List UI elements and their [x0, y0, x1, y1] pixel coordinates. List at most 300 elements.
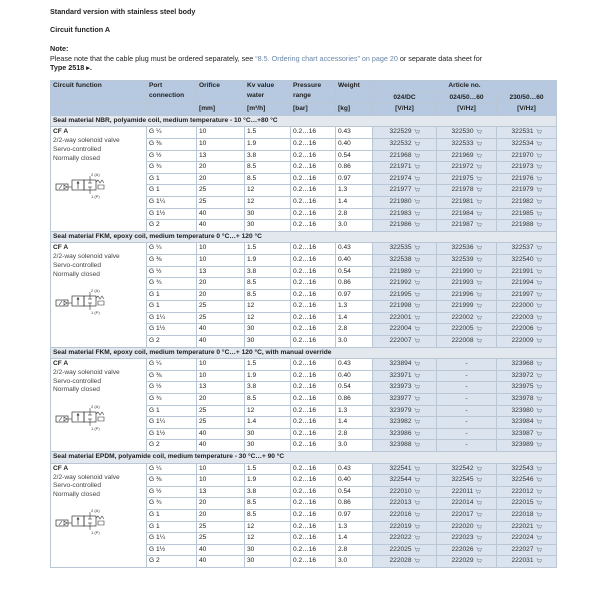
article-number[interactable]: 322535: [389, 244, 412, 252]
shopping-cart-icon[interactable]: [536, 257, 542, 262]
article-number-cell[interactable]: [437, 486, 497, 498]
shopping-cart-icon[interactable]: [414, 303, 420, 308]
article-number-cell[interactable]: [437, 301, 497, 313]
shopping-cart-icon[interactable]: [414, 373, 420, 378]
shopping-cart-icon[interactable]: [414, 280, 420, 285]
shopping-cart-icon[interactable]: [476, 199, 482, 204]
article-number[interactable]: 222025: [389, 545, 412, 553]
article-number-cell[interactable]: [497, 509, 557, 521]
article-number[interactable]: 322529: [389, 128, 412, 136]
article-number[interactable]: 221975: [451, 174, 474, 182]
shopping-cart-icon[interactable]: [476, 303, 482, 308]
article-number-cell[interactable]: [437, 544, 497, 556]
article-number[interactable]: 221988: [511, 221, 534, 229]
article-number[interactable]: 222015: [511, 499, 534, 507]
article-number[interactable]: 323979: [389, 406, 412, 414]
shopping-cart-icon[interactable]: [476, 535, 482, 540]
article-number[interactable]: 322538: [389, 255, 412, 263]
article-number-cell[interactable]: [497, 324, 557, 336]
shopping-cart-icon[interactable]: [414, 153, 420, 158]
article-number-cell[interactable]: [497, 533, 557, 545]
shopping-cart-icon[interactable]: [536, 442, 542, 447]
shopping-cart-icon[interactable]: [476, 176, 482, 181]
article-number[interactable]: 222012: [511, 487, 534, 495]
article-number-cell[interactable]: [373, 243, 437, 255]
article-number-cell[interactable]: [373, 370, 437, 382]
orifice-cell: 10: [197, 475, 245, 487]
article-number[interactable]: 222014: [451, 499, 474, 507]
shopping-cart-icon[interactable]: [414, 141, 420, 146]
article-number-cell[interactable]: [497, 138, 557, 150]
article-number-cell[interactable]: [497, 440, 557, 452]
article-number-cell[interactable]: [437, 243, 497, 255]
article-number-cell[interactable]: [373, 544, 437, 556]
article-number-cell[interactable]: [373, 417, 437, 429]
article-number[interactable]: 221999: [451, 302, 474, 310]
shopping-cart-icon[interactable]: [414, 547, 420, 552]
shopping-cart-icon[interactable]: [414, 442, 420, 447]
shopping-cart-icon[interactable]: [475, 489, 481, 494]
article-number-cell[interactable]: [497, 382, 557, 394]
shopping-cart-icon[interactable]: [536, 176, 542, 181]
article-number[interactable]: 221979: [511, 186, 534, 194]
article-number-cell[interactable]: [437, 556, 497, 568]
article-number[interactable]: 222031: [511, 557, 534, 565]
shopping-cart-icon[interactable]: [536, 489, 542, 494]
article-number[interactable]: 222021: [511, 522, 534, 530]
article-number-cell[interactable]: [497, 394, 557, 406]
article-number[interactable]: 322541: [389, 464, 412, 472]
article-number[interactable]: 221982: [511, 197, 534, 205]
article-number-cell[interactable]: [437, 196, 497, 208]
article-number[interactable]: 323972: [511, 371, 534, 379]
article-number[interactable]: 222020: [451, 522, 474, 530]
article-number-cell[interactable]: [497, 359, 557, 371]
article-number[interactable]: 221989: [389, 267, 412, 275]
article-number-cell[interactable]: [373, 475, 437, 487]
article-number[interactable]: 221986: [389, 221, 412, 229]
shopping-cart-icon[interactable]: [476, 211, 482, 216]
article-number-cell[interactable]: [437, 533, 497, 545]
article-number-cell[interactable]: [373, 150, 437, 162]
article-number[interactable]: 222017: [451, 510, 474, 518]
article-number[interactable]: 323989: [511, 441, 534, 449]
article-number[interactable]: 323977: [389, 395, 412, 403]
article-number-cell[interactable]: [437, 266, 497, 278]
article-number[interactable]: 221992: [389, 279, 412, 287]
article-number[interactable]: 322534: [511, 139, 534, 147]
shopping-cart-icon[interactable]: [536, 373, 542, 378]
article-number-cell[interactable]: [497, 370, 557, 382]
article-number[interactable]: 221974: [389, 174, 412, 182]
article-number-cell[interactable]: [373, 162, 437, 174]
article-number-cell[interactable]: [437, 173, 497, 185]
article-number[interactable]: 221981: [451, 197, 474, 205]
article-number[interactable]: 322543: [511, 464, 534, 472]
article-number-cell[interactable]: [497, 417, 557, 429]
article-number-cell[interactable]: [437, 289, 497, 301]
shopping-cart-icon[interactable]: [414, 269, 420, 274]
article-number-cell[interactable]: [497, 405, 557, 417]
article-number[interactable]: 323988: [389, 441, 412, 449]
article-number[interactable]: 322532: [389, 139, 412, 147]
article-number[interactable]: 322536: [451, 244, 474, 252]
shopping-cart-icon[interactable]: [536, 141, 542, 146]
shopping-cart-icon[interactable]: [414, 176, 420, 181]
shopping-cart-icon[interactable]: [414, 431, 420, 436]
article-number-cell[interactable]: [437, 254, 497, 266]
article-number[interactable]: 222006: [511, 325, 534, 333]
shopping-cart-icon[interactable]: [536, 280, 542, 285]
circuit-desc-1: 2/2-way solenoid valve: [53, 253, 120, 261]
article-number[interactable]: 222001: [389, 313, 412, 321]
shopping-cart-icon[interactable]: [536, 524, 542, 529]
shopping-cart-icon[interactable]: [536, 384, 542, 389]
port-connection-cell: G ½: [147, 266, 197, 278]
shopping-cart-icon[interactable]: [536, 211, 542, 216]
article-number[interactable]: 221976: [511, 174, 534, 182]
article-number-cell[interactable]: [373, 138, 437, 150]
article-number[interactable]: 222000: [511, 302, 534, 310]
article-number-cell[interactable]: [373, 463, 437, 475]
article-number[interactable]: 222019: [389, 522, 412, 530]
article-number[interactable]: 221993: [451, 279, 474, 287]
shopping-cart-icon[interactable]: [536, 129, 542, 134]
article-number-cell[interactable]: [373, 127, 437, 139]
article-number[interactable]: 221991: [511, 267, 534, 275]
article-number[interactable]: 222009: [511, 337, 534, 345]
shopping-cart-icon[interactable]: [536, 419, 542, 424]
shopping-cart-icon[interactable]: [476, 153, 482, 158]
article-number[interactable]: 323968: [511, 360, 534, 368]
article-number[interactable]: 322533: [451, 139, 474, 147]
shopping-cart-icon[interactable]: [414, 199, 420, 204]
article-number-cell[interactable]: [497, 521, 557, 533]
article-number-cell[interactable]: [497, 556, 557, 568]
article-number-cell[interactable]: [497, 498, 557, 510]
shopping-cart-icon[interactable]: [414, 164, 420, 169]
article-number-cell[interactable]: [373, 278, 437, 290]
shopping-cart-icon[interactable]: [414, 524, 420, 529]
shopping-cart-icon[interactable]: [414, 315, 420, 320]
article-number[interactable]: 322546: [511, 476, 534, 484]
article-number[interactable]: 222029: [451, 557, 474, 565]
article-number[interactable]: 221971: [389, 163, 412, 171]
article-number-cell[interactable]: [497, 336, 557, 348]
accessories-link[interactable]: “8.5. Ordering chart accessories” on page 20: [255, 54, 398, 63]
shopping-cart-icon[interactable]: [476, 512, 482, 517]
article-number[interactable]: 323971: [389, 371, 412, 379]
article-number-cell[interactable]: [497, 243, 557, 255]
shopping-cart-icon[interactable]: [414, 396, 420, 401]
shopping-cart-icon[interactable]: [414, 129, 420, 134]
article-number-cell[interactable]: [497, 254, 557, 266]
article-number-cell[interactable]: [437, 220, 497, 232]
article-number[interactable]: 323975: [511, 383, 534, 391]
article-number[interactable]: 222023: [451, 534, 474, 542]
article-number-cell[interactable]: [373, 289, 437, 301]
shopping-cart-icon[interactable]: [414, 512, 420, 517]
article-number-cell[interactable]: [373, 521, 437, 533]
shopping-cart-icon[interactable]: [476, 222, 482, 227]
shopping-cart-icon[interactable]: [414, 466, 420, 471]
shopping-cart-icon[interactable]: [414, 187, 420, 192]
article-number-cell[interactable]: [497, 266, 557, 278]
shopping-cart-icon[interactable]: [476, 164, 482, 169]
shopping-cart-icon[interactable]: [414, 257, 420, 262]
shopping-cart-icon[interactable]: [476, 477, 482, 482]
shopping-cart-icon[interactable]: [536, 187, 542, 192]
article-number[interactable]: 221968: [389, 151, 412, 159]
article-number[interactable]: 221985: [511, 209, 534, 217]
article-number[interactable]: 323986: [389, 429, 412, 437]
type-2518-link[interactable]: Type 2518 ▸.: [50, 63, 92, 72]
shopping-cart-icon[interactable]: [476, 315, 482, 320]
article-number-cell[interactable]: [373, 382, 437, 394]
shopping-cart-icon[interactable]: [476, 338, 482, 343]
article-number-cell[interactable]: [373, 556, 437, 568]
article-number-cell[interactable]: [497, 173, 557, 185]
article-number-cell[interactable]: [437, 208, 497, 220]
shopping-cart-icon[interactable]: [476, 547, 482, 552]
article-number-cell[interactable]: [373, 405, 437, 417]
shopping-cart-icon[interactable]: [476, 257, 482, 262]
article-number-cell[interactable]: [373, 359, 437, 371]
article-number[interactable]: 221995: [389, 290, 412, 298]
article-number-cell[interactable]: [373, 301, 437, 313]
shopping-cart-icon[interactable]: [476, 500, 482, 505]
article-number[interactable]: 222013: [389, 499, 412, 507]
article-number-cell[interactable]: [373, 486, 437, 498]
article-number-cell[interactable]: [497, 463, 557, 475]
article-number[interactable]: 222024: [511, 534, 534, 542]
article-number[interactable]: 222011: [451, 487, 474, 495]
shopping-cart-icon[interactable]: [476, 280, 482, 285]
article-number[interactable]: 323982: [389, 418, 412, 426]
article-number-cell[interactable]: [497, 475, 557, 487]
article-number-cell[interactable]: [437, 138, 497, 150]
article-number[interactable]: 221977: [389, 186, 412, 194]
article-number[interactable]: 222002: [451, 313, 474, 321]
article-number-cell[interactable]: [497, 289, 557, 301]
article-number[interactable]: 221969: [451, 151, 474, 159]
article-number[interactable]: 322545: [451, 476, 474, 484]
article-number-cell[interactable]: [437, 463, 497, 475]
article-number[interactable]: 322530: [451, 128, 474, 136]
shopping-cart-icon[interactable]: [536, 245, 542, 250]
article-number-cell[interactable]: [437, 162, 497, 174]
shopping-cart-icon[interactable]: [476, 187, 482, 192]
article-number-cell[interactable]: [373, 220, 437, 232]
article-number[interactable]: 222005: [451, 325, 474, 333]
shopping-cart-icon[interactable]: [536, 164, 542, 169]
article-number-cell[interactable]: [437, 498, 497, 510]
shopping-cart-icon[interactable]: [536, 408, 542, 413]
article-number[interactable]: 323980: [511, 406, 534, 414]
article-number-cell[interactable]: [497, 185, 557, 197]
article-number-cell[interactable]: [497, 301, 557, 313]
article-number[interactable]: 322537: [511, 244, 534, 252]
article-number[interactable]: 221983: [389, 209, 412, 217]
shopping-cart-icon[interactable]: [536, 466, 542, 471]
shopping-cart-icon[interactable]: [414, 292, 420, 297]
article-number[interactable]: 222026: [451, 545, 474, 553]
shopping-cart-icon[interactable]: [414, 489, 420, 494]
article-number[interactable]: 222016: [389, 510, 412, 518]
article-number-cell[interactable]: [373, 533, 437, 545]
weight-cell: 3.0: [336, 556, 373, 568]
article-number[interactable]: 323978: [511, 395, 534, 403]
article-number-cell[interactable]: [497, 428, 557, 440]
article-number[interactable]: 221987: [451, 221, 474, 229]
article-number-cell[interactable]: [497, 208, 557, 220]
article-number[interactable]: 221980: [389, 197, 412, 205]
article-number[interactable]: 221998: [389, 302, 412, 310]
article-number[interactable]: 221997: [511, 290, 534, 298]
shopping-cart-icon[interactable]: [414, 326, 420, 331]
shopping-cart-icon[interactable]: [536, 512, 542, 517]
article-number-cell[interactable]: [373, 185, 437, 197]
shopping-cart-icon[interactable]: [536, 361, 542, 366]
article-number-cell[interactable]: [437, 324, 497, 336]
shopping-cart-icon[interactable]: [414, 535, 420, 540]
shopping-cart-icon[interactable]: [536, 315, 542, 320]
shopping-cart-icon[interactable]: [536, 558, 542, 563]
article-number[interactable]: 222027: [511, 545, 534, 553]
article-number-cell[interactable]: [373, 394, 437, 406]
shopping-cart-icon[interactable]: [414, 384, 420, 389]
shopping-cart-icon[interactable]: [536, 338, 542, 343]
shopping-cart-icon[interactable]: [476, 129, 482, 134]
shopping-cart-icon[interactable]: [476, 524, 482, 529]
shopping-cart-icon[interactable]: [414, 558, 420, 563]
article-number[interactable]: 221972: [451, 163, 474, 171]
article-number[interactable]: 323894: [389, 360, 412, 368]
pressure-range-cell: 0.2…16: [291, 394, 336, 406]
shopping-cart-icon[interactable]: [536, 199, 542, 204]
article-number-cell[interactable]: [497, 196, 557, 208]
article-number[interactable]: 221996: [451, 290, 474, 298]
shopping-cart-icon[interactable]: [476, 292, 482, 297]
article-number-cell[interactable]: [437, 278, 497, 290]
article-number-cell[interactable]: [437, 475, 497, 487]
article-number[interactable]: 221990: [451, 267, 474, 275]
port-connection-cell: G 1½: [147, 324, 197, 336]
shopping-cart-icon[interactable]: [476, 558, 482, 563]
article-number-cell[interactable]: [497, 312, 557, 324]
article-number-cell[interactable]: [497, 127, 557, 139]
article-number-cell[interactable]: [373, 208, 437, 220]
article-number[interactable]: 222010: [389, 487, 412, 495]
shopping-cart-icon[interactable]: [536, 303, 542, 308]
article-number[interactable]: 322539: [451, 255, 474, 263]
article-number[interactable]: 221978: [451, 186, 474, 194]
article-number[interactable]: 222008: [451, 337, 474, 345]
article-number-cell[interactable]: [373, 498, 437, 510]
article-number[interactable]: 322542: [451, 464, 474, 472]
shopping-cart-icon[interactable]: [476, 245, 482, 250]
shopping-cart-icon[interactable]: [476, 466, 482, 471]
shopping-cart-icon[interactable]: [414, 222, 420, 227]
shopping-cart-icon[interactable]: [536, 535, 542, 540]
article-number[interactable]: 222004: [389, 325, 412, 333]
article-number[interactable]: 222018: [511, 510, 534, 518]
shopping-cart-icon[interactable]: [536, 547, 542, 552]
shopping-cart-icon[interactable]: [414, 245, 420, 250]
article-number-cell[interactable]: [373, 196, 437, 208]
shopping-cart-icon[interactable]: [536, 222, 542, 227]
article-number-cell[interactable]: [437, 336, 497, 348]
shopping-cart-icon[interactable]: [414, 361, 420, 366]
shopping-cart-icon[interactable]: [476, 269, 482, 274]
article-number[interactable]: 221970: [511, 151, 534, 159]
article-number[interactable]: 222022: [389, 534, 412, 542]
article-number-cell[interactable]: [373, 173, 437, 185]
article-number[interactable]: 222003: [511, 313, 534, 321]
shopping-cart-icon[interactable]: [536, 500, 542, 505]
shopping-cart-icon[interactable]: [414, 338, 420, 343]
shopping-cart-icon[interactable]: [536, 396, 542, 401]
article-number[interactable]: 323987: [511, 429, 534, 437]
shopping-cart-icon[interactable]: [414, 477, 420, 482]
shopping-cart-icon[interactable]: [536, 326, 542, 331]
article-number[interactable]: 221984: [451, 209, 474, 217]
article-number-cell[interactable]: [437, 185, 497, 197]
shopping-cart-icon[interactable]: [536, 292, 542, 297]
article-number[interactable]: 221973: [511, 163, 534, 171]
article-number-cell[interactable]: [373, 509, 437, 521]
article-number-cell[interactable]: [373, 336, 437, 348]
article-number[interactable]: 222028: [389, 557, 412, 565]
shopping-cart-icon[interactable]: [414, 211, 420, 216]
shopping-cart-icon[interactable]: [414, 500, 420, 505]
article-number-cell[interactable]: [437, 509, 497, 521]
shopping-cart-icon[interactable]: [536, 477, 542, 482]
article-number-cell[interactable]: [373, 254, 437, 266]
article-number-cell[interactable]: [373, 428, 437, 440]
article-number-cell[interactable]: [497, 162, 557, 174]
shopping-cart-icon[interactable]: [414, 419, 420, 424]
article-number-cell[interactable]: [373, 266, 437, 278]
article-number-cell[interactable]: [373, 312, 437, 324]
shopping-cart-icon[interactable]: [536, 269, 542, 274]
article-number-cell[interactable]: [497, 486, 557, 498]
shopping-cart-icon[interactable]: [536, 153, 542, 158]
article-number-cell[interactable]: [437, 521, 497, 533]
article-number[interactable]: 222007: [389, 337, 412, 345]
shopping-cart-icon[interactable]: [476, 141, 482, 146]
article-number[interactable]: 322531: [511, 128, 534, 136]
article-number-cell[interactable]: [437, 150, 497, 162]
article-number[interactable]: 323973: [389, 383, 412, 391]
article-number-cell[interactable]: [497, 544, 557, 556]
article-number-cell[interactable]: [497, 150, 557, 162]
article-number-cell[interactable]: [437, 127, 497, 139]
article-number-cell[interactable]: [437, 312, 497, 324]
article-number-cell[interactable]: [497, 220, 557, 232]
article-number[interactable]: 221994: [511, 279, 534, 287]
article-number[interactable]: 322540: [511, 255, 534, 263]
article-number-cell[interactable]: [373, 440, 437, 452]
shopping-cart-icon[interactable]: [536, 431, 542, 436]
article-number[interactable]: 323984: [511, 418, 534, 426]
article-number-cell[interactable]: [497, 278, 557, 290]
shopping-cart-icon[interactable]: [476, 326, 482, 331]
shopping-cart-icon[interactable]: [414, 408, 420, 413]
article-number-cell[interactable]: [373, 324, 437, 336]
circuit-desc-1: 2/2-way solenoid valve: [53, 473, 120, 481]
article-number[interactable]: 322544: [389, 476, 412, 484]
